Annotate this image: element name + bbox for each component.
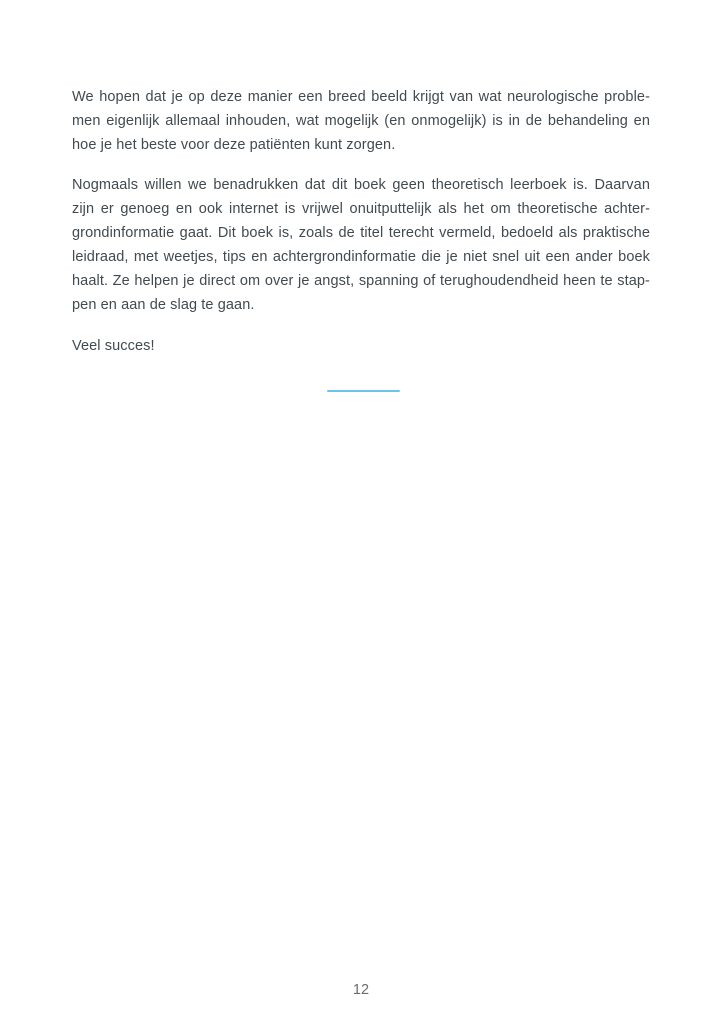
text-line: haalt. Ze helpen je direct om over je angst, spanning of terughoudendheid heen te stap- [72, 273, 650, 289]
text-line: hoe je het beste voor deze patiënten kunt zorgen. [72, 137, 396, 153]
text-line: Nogmaals willen we benadrukken dat dit boek geen theoretisch leerboek is. Daarvan [72, 177, 650, 193]
text-line: leidraad, met weetjes, tips en achtergrondinformatie die je niet snel uit een ander boek [72, 249, 650, 265]
paragraph [72, 85, 650, 157]
text-line: grondinformatie gaat. Dit boek is, zoals de titel terecht vermeld, bedoeld als praktische [72, 225, 650, 241]
text-line: We hopen dat je op deze manier een breed beeld krijgt van wat neurologische proble- [72, 89, 650, 105]
page-footer [0, 981, 722, 999]
text-line: men eigenlijk allemaal inhouden, wat mogelijk (en onmogelijk) is in de behandeling en [72, 113, 650, 129]
section-divider [327, 390, 400, 392]
text-line: pen en aan de slag te gaan. [72, 297, 255, 313]
page-number: 12 [352, 982, 370, 998]
closing-line: Veel succes! [72, 338, 155, 354]
text-line: zijn er genoeg en ook internet is vrijwel onuitputtelijk als het om theoretische achter- [72, 201, 650, 217]
body-text [72, 85, 650, 358]
paragraph [72, 173, 650, 317]
